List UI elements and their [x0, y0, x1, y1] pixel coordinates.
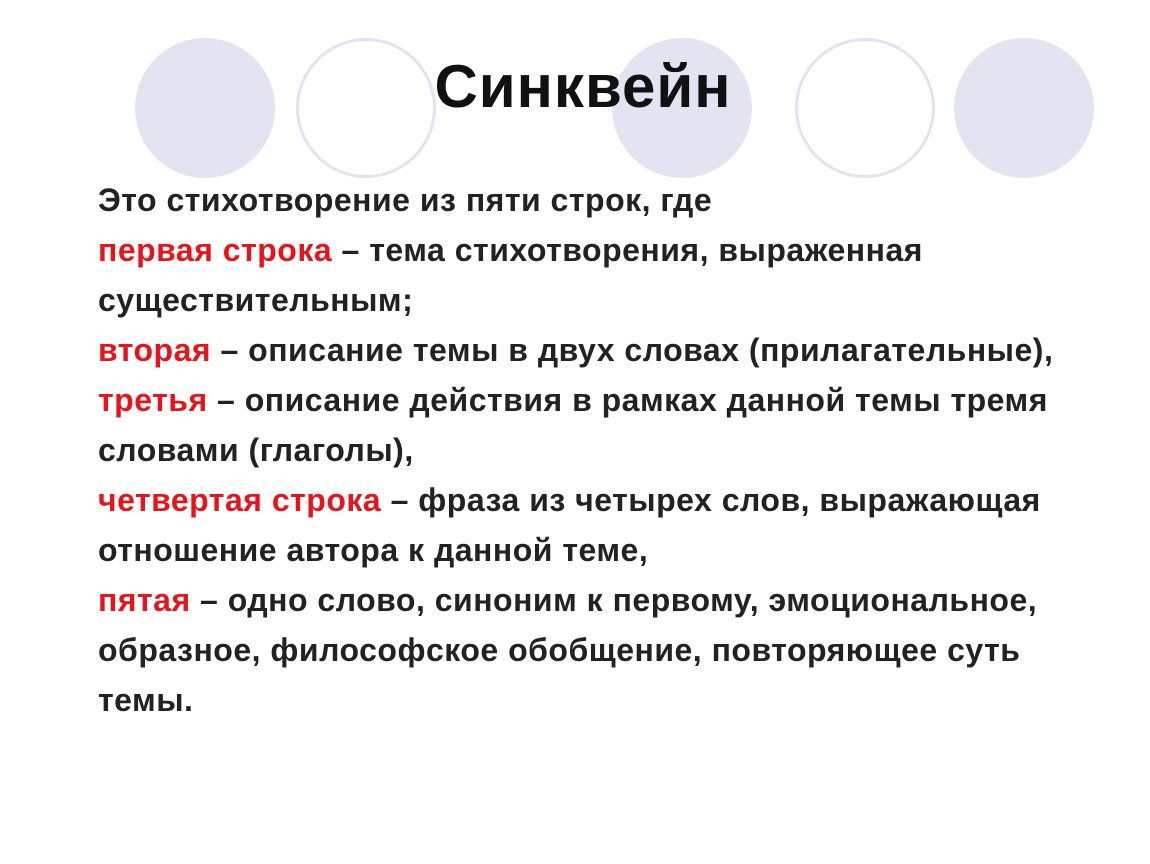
- paragraph-text: – описание темы в двух словах (прилагательные),: [211, 332, 1054, 368]
- paragraph-line-2: [98, 325, 1098, 375]
- paragraph-highlight: вторая: [98, 332, 212, 368]
- paragraph-highlight: третья: [98, 382, 208, 418]
- paragraph-text: – одно слово, синоним к первому, эмоциональное, образное, философское обобщение, повторяющее суть темы.: [98, 582, 1038, 718]
- paragraph-line-1: [98, 225, 1098, 325]
- slide-title: Синквейн: [434, 53, 732, 120]
- paragraph-intro: [98, 175, 1098, 225]
- slide-body: [98, 175, 1098, 725]
- paragraph-text: – фраза из четырех слов, выражающая отношение автора к данной теме,: [98, 482, 1041, 568]
- paragraph-text: – описание действия в рамках данной темы тремя словами (глаголы),: [98, 382, 1048, 468]
- paragraph-highlight: четвертая строка: [98, 482, 382, 518]
- paragraph-highlight: пятая: [98, 582, 191, 618]
- paragraph-line-5: [98, 575, 1098, 725]
- paragraph-text: Это стихотворение из пяти строк, где: [98, 182, 713, 218]
- paragraph-line-4: [98, 475, 1098, 575]
- paragraph-line-3: [98, 375, 1098, 475]
- paragraph-text: – тема стихотворения, выраженная существительным;: [98, 232, 923, 318]
- paragraph-highlight: первая строка: [98, 232, 333, 268]
